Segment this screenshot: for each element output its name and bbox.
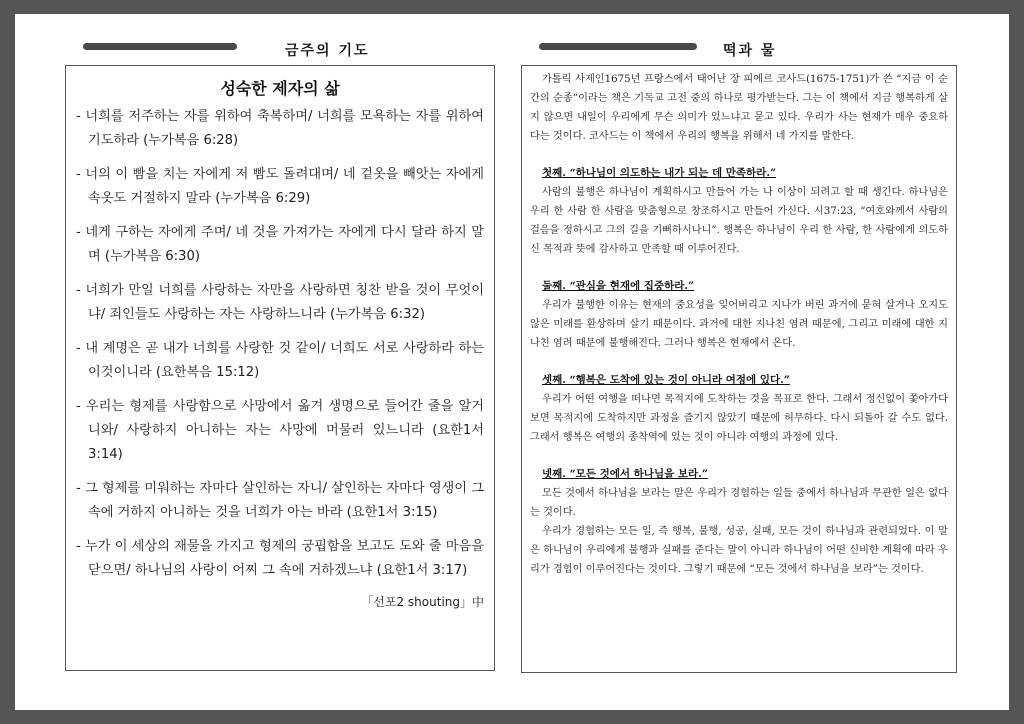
article-header xyxy=(521,14,957,64)
section-title: 첫째. “하나님이 의도하는 내가 되는 데 만족하라.” xyxy=(542,167,777,179)
section-title: 넷째. “모든 것에서 하나님을 보라.” xyxy=(542,468,708,480)
section-paragraph: 우리가 어떤 여행을 떠나면 목적지에 도착하는 것을 목표로 한다. 그래서 정신없이 쫓아가다 보면 목적지에 도착하지만 과정을 즐기지 않았기 때문에 허무하다. 다시 되돌아 갈 수도 없다. 그래서 행복은 여행의 종착역에 있는 것이 아니라 여행의 과정에 있다. xyxy=(530,394,948,443)
bulletin-page xyxy=(15,14,1009,710)
section-title: 셋째. “행복은 도착에 있는 것이 아니라 여정에 있다.” xyxy=(542,374,790,386)
verse-item: - 너희가 만일 너희를 사랑하는 자만을 사랑하면 칭찬 받을 것이 무엇이냐/ 죄인들도 사랑하는 자는 사랑하느니라 (누가복음 6:32) xyxy=(76,283,484,322)
verse-item: - 네게 구하는 자에게 주며/ 네 것을 가져가는 자에게 다시 달라 하지 말며 (누가복음 6:30) xyxy=(76,225,484,264)
prayer-header xyxy=(65,14,495,64)
source-credit: 「선포2 shouting」中 xyxy=(361,595,484,609)
article-box xyxy=(521,65,957,673)
section-paragraph: 사람의 불행은 하나님이 계획하시고 만들어 가는 나 이상이 되려고 할 때 생긴다. 하나님은 우리 한 사람 한 사람을 맞춤형으로 창조하시고 만들어 가신다. 시37:23, “여호와께서 사람의 걸음을 정하시고 그의 길을 기뻐하시나니”. 행복은 하나님이 우리 한 사람, 한 사람에게 의도하신 목적과 뜻에 감사하고 만족할 때 이루어진다. xyxy=(530,187,948,255)
article-header-title: 떡과 물 xyxy=(723,43,777,59)
section-paragraph: 우리가 불행한 이유는 현재의 중요성을 잊어버리고 지나가 버린 과거에 묻혀 살거나 오지도 않은 미래를 환상하며 살기 때문이다. 과거에 대한 지나친 염려 때문에, 그리고 미래에 대한 지나친 염려 때문에 불행해진다. 그러나 행복은 현재에서 온다. xyxy=(530,300,948,349)
verse-item: - 우리는 형제를 사랑함으로 사망에서 옮겨 생명으로 들어간 줄을 알거니와/ 사랑하지 아니하는 자는 사망에 머물러 있느니라 (요한1서 3:14) xyxy=(76,399,484,462)
bread-water-column xyxy=(521,14,957,575)
verse-item: - 누가 이 세상의 재물을 가지고 형제의 궁핍함을 보고도 도와 줄 마음을 닫으면/ 하나님의 사랑이 어찌 그 속에 거하겠느냐 (요한1서 3:17) xyxy=(76,539,484,578)
prayer-header-title: 금주의 기도 xyxy=(285,43,370,59)
prayer-box xyxy=(65,65,495,671)
header-bar xyxy=(539,43,697,50)
header-bar xyxy=(83,43,237,50)
verse-item: - 너의 이 빰을 치는 자에게 저 빰도 돌려대며/ 네 겉옷을 빼앗는 자에게 속옷도 거절하지 말라 (누가복음 6:29) xyxy=(76,167,484,206)
prayer-column xyxy=(65,14,495,609)
verse-item: - 내 계명은 곧 내가 너희를 사랑한 것 같이/ 너희도 서로 사랑하라 하는 이것이니라 (요한복음 15:12) xyxy=(76,341,484,380)
section-title: 둘째. “관심을 현재에 집중하라.” xyxy=(542,280,695,292)
section-paragraph: 모든 것에서 하나님을 보라는 말은 우리가 경험하는 일들 중에서 하나님과 무관한 일은 없다는 것이다. xyxy=(530,488,948,518)
section-paragraph: 우리가 경험하는 모든 일, 즉 행복, 불행, 성공, 실패, 모든 것이 하나님과 관련되었다. 이 말은 하나님이 우리에게 불행과 실패를 준다는 말이 아니라 하나님이 어떤 신비한 계획에 따라 우리가 경험이 이루어진다는 것이다. 그렇기 때문에 “모든 것에서 하나님을 보라”는 것이다. xyxy=(530,526,948,575)
prayer-title: 성숙한 제자의 삶 xyxy=(220,79,340,98)
verse-item: - 그 형제를 미워하는 자마다 살인하는 자니/ 살인하는 자마다 영생이 그 속에 거하지 아니하는 것을 너희가 아는 바라 (요한1서 3:15) xyxy=(76,481,484,520)
intro-paragraph: 가톨릭 사제인1675년 프랑스에서 태어난 장 피에르 코사드(1675-1751)가 쓴 “지금 이 순간의 순종”이라는 책은 기독교 고전 중의 하나로 평가받는다. 그는 이 책에서 지금 행복하게 살지 않으면 내일이 우리에게 무슨 의미가 있느냐고 묻고 있다. 우리가 사는 현재가 매우 중요하다는 것이다. 코사드는 이 책에서 우리의 행복을 위해서 네 가지를 말한다. xyxy=(530,74,948,142)
verse-item: - 너희를 저주하는 자를 위하여 축복하며/ 너희를 모욕하는 자를 위하여 기도하라 (누가복음 6:28) xyxy=(76,109,484,148)
